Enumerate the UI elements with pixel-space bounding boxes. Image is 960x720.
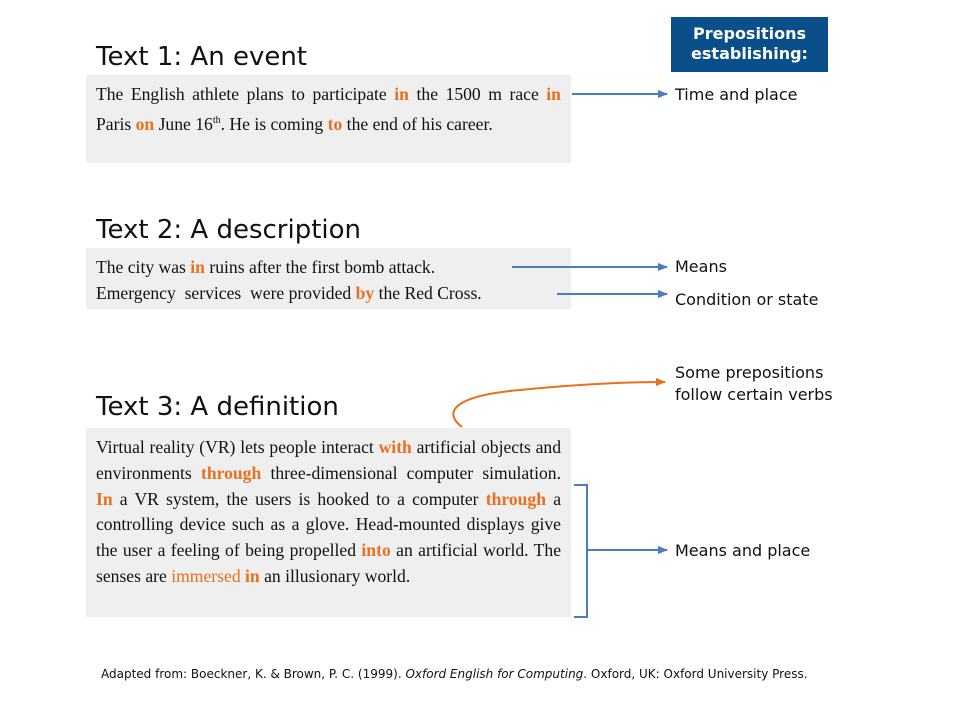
text2-line-1: The city was in ruins after the first bomb attack.	[96, 257, 436, 277]
text3-title: Text 3: A definition	[96, 392, 339, 422]
label-some-prepositions-line-2: follow certain verbs	[675, 385, 833, 404]
bracket-means-and-place	[574, 485, 587, 617]
header-line-2: establishing:	[691, 44, 808, 63]
label-some-prepositions-line-1: Some prepositions	[675, 363, 824, 382]
label-condition-or-state: Condition or state	[675, 290, 819, 309]
text3-box: Virtual reality (VR) lets people interact with artificial objects and environments through three-dimensional computer simulation. In a VR system, the users is hooked to a computer through a controlling device such as a glove. Head-mounted displays give the user a feeling of being propelled into an artificial world. The senses are immersed in an illusionary world.	[86, 428, 571, 617]
label-time-and-place: Time and place	[675, 85, 798, 104]
source-citation: Adapted from: Boeckner, K. & Brown, P. C. (1999). Oxford English for Computing. Oxford, UK: Oxford University Press.	[101, 667, 808, 681]
text2-title: Text 2: A description	[96, 215, 362, 245]
header-line-1: Prepositions	[693, 24, 806, 43]
text1-title: Text 1: An event	[96, 42, 307, 72]
arrow-some-prepositions	[453, 382, 665, 427]
text2-line-2: Emergency services were provided by the Red Cross.	[96, 282, 482, 303]
text1-box: The English athlete plans to participate in the 1500 m race in Paris on June 16th. He is coming to the end of his career.	[86, 75, 571, 163]
label-means: Means	[675, 257, 727, 276]
label-means-and-place: Means and place	[675, 541, 811, 560]
